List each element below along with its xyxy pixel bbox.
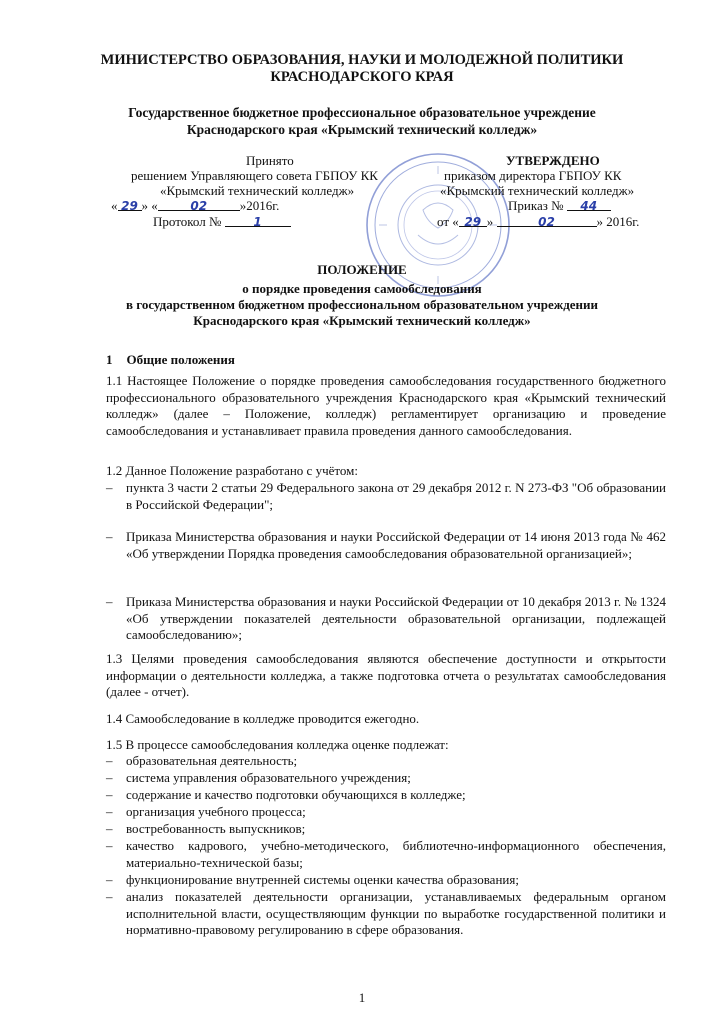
accepted-line-1: решением Управляющего совета ГБПОУ КК [131,168,378,183]
doc-subtitle-1: о порядке проведения самообследования [242,281,482,296]
order-number-field [567,197,611,211]
approved-line-2: «Крымский технический колледж» [440,183,635,198]
protocol-label: Протокол № [153,214,222,229]
list-dash: – [106,872,113,887]
approved-year: 2016г. [606,214,640,229]
approved-month-handwritten: 02 [538,215,555,229]
approved-day-handwritten: 29 [464,215,482,229]
section-1-title: Общие положения [126,352,235,367]
approved-month-field [497,213,597,227]
list-item [106,594,666,644]
protocol-number-field [225,213,291,227]
paragraph-1-1: 1.1 Настоящее Положение о порядке проведения самообследования государственного бюджетного профессионального образовательного учреждения Краснодарского края «Крымский технический колледж» (далее – Положение, колледж) регламентирует организацию и проведение самообследования и устанавливает правила проведения данного самообследования. [106,373,666,438]
list-item-text: востребованность выпускников; [126,821,306,836]
list-item-text: функционирование внутренней системы оценки качества образования; [126,872,519,887]
list-item [106,480,666,513]
institution-line-2: Краснодарского края «Крымский технический колледж» [186,122,538,137]
list-item [106,889,666,939]
accepted-title: Принято [246,153,294,168]
approved-order [508,197,611,214]
institution-line-1: Государственное бюджетное профессиональное образовательное учреждение [128,105,596,120]
list-item-text: Приказа Министерства образования и науки Российской Федерации от 14 июня 2013 года № 462 «Об утверждении Порядка проведения самообследования образовательной организацией»; [126,529,666,561]
doc-title: ПОЛОЖЕНИЕ [317,262,407,277]
protocol-number-handwritten: 1 [253,215,262,229]
list-dash: – [106,753,113,768]
list-item-text: качество кадрового, учебно-методического, библиотечно-информационного обеспечения, материально-технической базы; [126,838,666,870]
doc-subtitle-2: в государственном бюджетном профессиональном образовательном учреждении [125,297,599,312]
accepted-year: »2016г. [239,198,280,213]
ministry-line-1: МИНИСТЕРСТВО ОБРАЗОВАНИЯ, НАУКИ И МОЛОДЕЖНОЙ ПОЛИТИКИ [100,52,624,68]
ministry-line-2: КРАСНОДАРСКОГО КРАЯ [270,69,454,85]
list-item [106,838,666,871]
accepted-day-handwritten: 29 [121,199,138,213]
approved-day-field [459,213,487,227]
list-item [106,872,666,889]
approved-from-label: от [437,214,450,229]
list-item [106,529,666,562]
paragraph-1-2: 1.2 Данное Положение разработано с учётом: [106,463,358,478]
list-item-text: система управления образовательного учреждения; [126,770,411,785]
list-item [106,787,666,804]
list-item-text: Приказа Министерства образования и науки Российской Федерации от 10 декабря 2013 г. № 1324 «Об утверждении показателей деятельности образовательной организации, подлежащей самообследованию»; [126,594,666,642]
paragraph-1-3: 1.3 Целями проведения самообследования являются обеспечение доступности и открытости информации о деятельности колледжа, а также подготовка отчета о результатах самообследования (далее - отчет). [106,651,666,699]
list-dash: – [106,838,113,853]
list-item-text: содержание и качество подготовки обучающихся в колледже; [126,787,466,802]
accepted-line-2: «Крымский технический колледж» [160,183,355,198]
list-item [106,821,666,838]
accepted-day-field [118,197,142,211]
list-dash: – [106,787,113,802]
list-item-text: пункта 3 части 2 статьи 29 Федерального закона от 29 декабря 2012 г. N 273-ФЗ "Об образовании в Российской Федерации"; [126,480,666,512]
section-1-heading [106,352,235,368]
accepted-protocol [153,213,291,230]
page-number: 1 [358,990,366,1005]
list-item [106,804,666,821]
list-dash: – [106,480,113,495]
accepted-month-handwritten: 02 [190,199,208,213]
section-1-number: 1 [106,352,113,367]
paragraph-1-4: 1.4 Самообследование в колледже проводится ежегодно. [106,711,420,726]
list-dash: – [106,804,113,819]
approved-line-1: приказом директора ГБПОУ КК [444,168,622,183]
approved-title: УТВЕРЖДЕНО [506,153,600,168]
list-dash: – [106,889,113,904]
order-label: Приказ № [508,198,564,213]
list-dash: – [106,770,113,785]
list-item-text: анализ показателей деятельности организации, устанавливаемых федеральным органом исполнительной власти, осуществляющим функции по выработке государственной политики и нормативно-правовому регулированию в сфере образования. [126,889,666,937]
list-item [106,770,666,787]
list-item-text: образовательная деятельность; [126,753,298,768]
accepted-month-field [158,197,240,211]
approved-date: от « 29 » 02 » 2016г. [437,214,640,229]
list-dash: – [106,594,113,609]
list-item-text: организация учебного процесса; [126,804,306,819]
doc-subtitle-3: Краснодарского края «Крымский технический колледж» [193,313,531,328]
list-item [106,753,666,770]
accepted-date: « 29 » « 02 »2016г. [111,198,280,213]
list-dash: – [106,821,113,836]
paragraph-1-5: 1.5 В процессе самообследования колледжа оценке подлежат: [106,737,449,752]
order-number-handwritten: 44 [580,199,598,213]
list-dash: – [106,529,113,544]
